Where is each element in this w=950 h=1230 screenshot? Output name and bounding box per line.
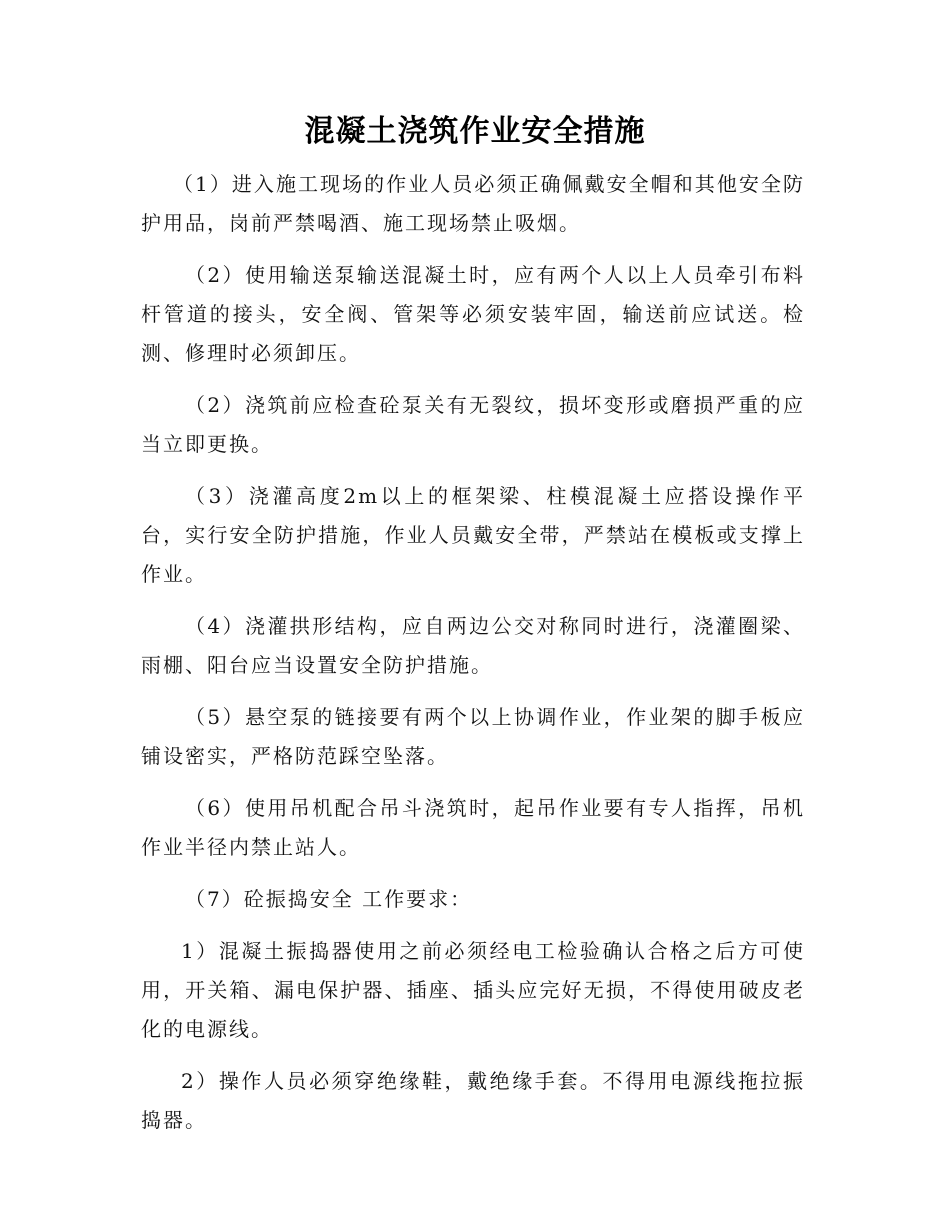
paragraph-2: （2）使用输送泵输送混凝土时，应有两个人以上人员牵引布料杆管道的接头，安全阀、管架等必须安装牢固，输送前应试送。检测、修理时必须卸压。 — [141, 263, 805, 365]
document-title: 混凝土浇筑作业安全措施 — [304, 114, 646, 149]
paragraph-10: 2）操作人员必须穿绝缘鞋，戴绝缘手套。不得用电源线拖拉振捣器。 — [141, 1069, 805, 1132]
paragraph-9: 1）混凝土振捣器使用之前必须经电工检验确认合格之后方可使用，开关箱、漏电保护器、插座、插头应完好无损，不得使用破皮老化的电源线。 — [141, 939, 805, 1041]
paragraph-6: （5）悬空泵的链接要有两个以上协调作业，作业架的脚手板应铺设密实，严格防范踩空坠落。 — [141, 705, 805, 768]
paragraph-5: （4）浇灌拱形结构，应自两边公交对称同时进行，浇灌圈梁、雨棚、阳台应当设置安全防护措施。 — [141, 614, 805, 677]
document-body — [141, 165, 805, 1153]
paragraph-8: （7）砼振捣安全 工作要求： — [185, 887, 473, 911]
paragraph-4: （3）浇灌高度2m以上的框架梁、柱模混凝土应搭设操作平台，实行安全防护措施，作业人员戴安全带，严禁站在模板或支撑上作业。 — [141, 484, 805, 586]
paragraph-1: （1）进入施工现场的作业人员必须正确佩戴安全帽和其他安全防护用品，岗前严禁喝酒、施工现场禁止吸烟。 — [141, 172, 805, 235]
paragraph-7: （6）使用吊机配合吊斗浇筑时，起吊作业要有专人指挥，吊机作业半径内禁止站人。 — [141, 796, 805, 859]
paragraph-3: （2）浇筑前应检查砼泵关有无裂纹，损坏变形或磨损严重的应当立即更换。 — [141, 393, 805, 456]
